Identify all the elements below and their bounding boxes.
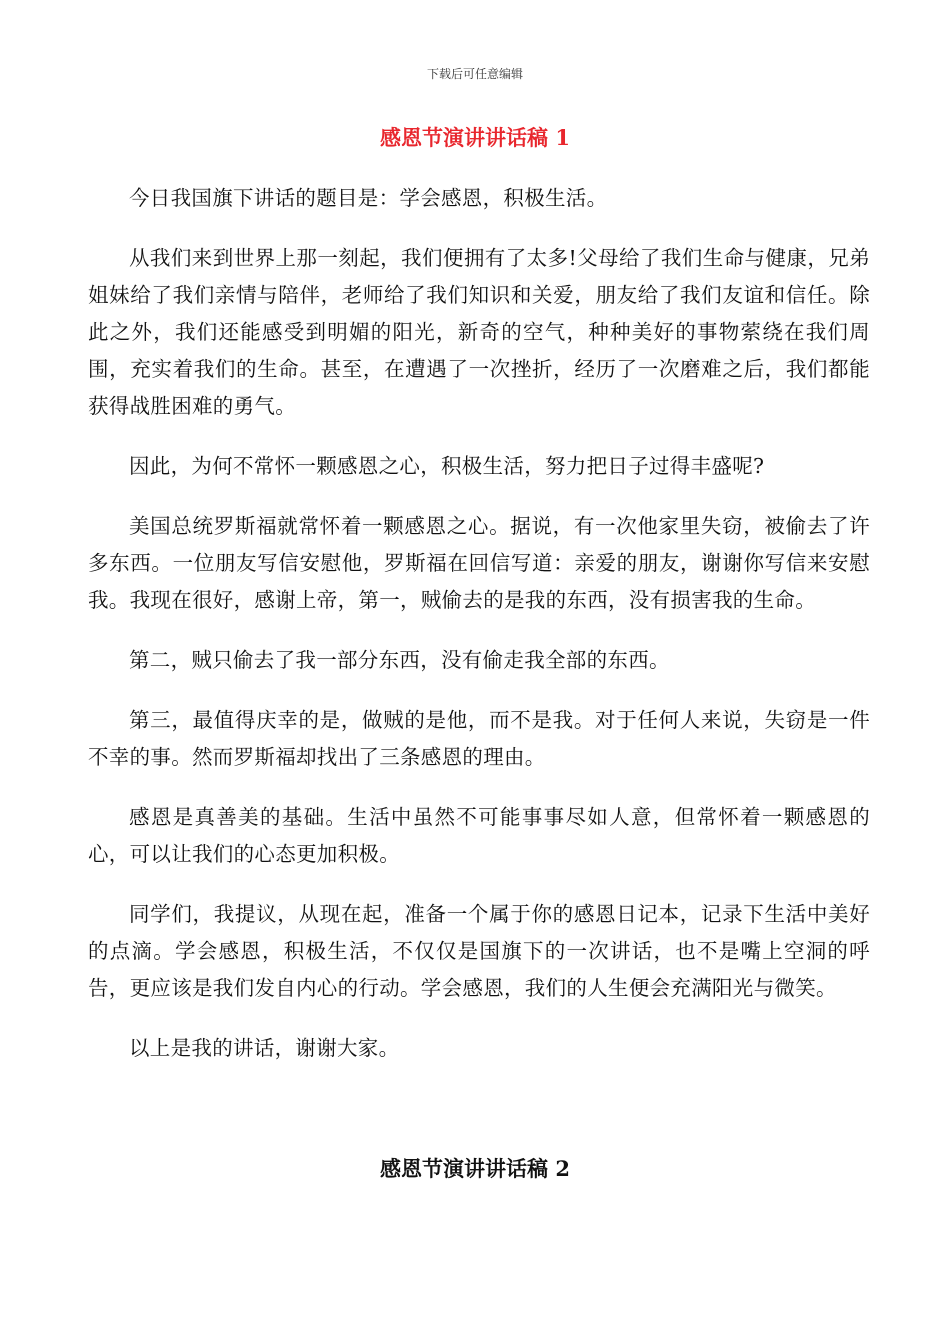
paragraph: 以上是我的讲话，谢谢大家。 xyxy=(129,1036,400,1060)
paragraph: 同学们，我提议，从现在起，准备一个属于你的感恩日记本，记录下生活中美好的点滴。学会感恩，积极生活，不仅仅是国旗下的一次讲话，也不是嘴上空洞的呼告，更应该是我们发自内心的行动。学会感恩，我们的人生便会充满阳光与微笑。 xyxy=(88,902,870,1000)
section-1-title: 感恩节演讲讲话稿 1 xyxy=(380,125,570,150)
section-2-title: 感恩节演讲讲话稿 2 xyxy=(380,1156,570,1181)
paragraph: 感恩是真善美的基础。生活中虽然不可能事事尽如人意，但常怀着一颗感恩的心，可以让我们的心态更加积极。 xyxy=(88,805,870,866)
paragraph: 因此，为何不常怀一颗感恩之心，积极生活，努力把日子过得丰盛呢? xyxy=(129,454,765,478)
paragraph: 第二，贼只偷去了我一部分东西，没有偷走我全部的东西。 xyxy=(129,648,670,672)
paragraph: 第三，最值得庆幸的是，做贼的是他，而不是我。对于任何人来说，失窃是一件不幸的事。然而罗斯福却找出了三条感恩的理由。 xyxy=(88,708,870,769)
section-1-body xyxy=(88,180,870,1090)
paragraph: 今日我国旗下讲话的题目是：学会感恩，积极生活。 xyxy=(129,186,608,210)
paragraph: 从我们来到世界上那一刻起，我们便拥有了太多!父母给了我们生命与健康，兄弟姐妹给了我们亲情与陪伴，老师给了我们知识和关爱，朋友给了我们友谊和信任。除此之外，我们还能感受到明媚的阳光，新奇的空气，种种美好的事物萦绕在我们周围，充实着我们的生命。甚至，在遭遇了一次挫折，经历了一次磨难之后，我们都能获得战胜困难的勇气。 xyxy=(88,246,870,418)
paragraph: 美国总统罗斯福就常怀着一颗感恩之心。据说，有一次他家里失窃，被偷去了许多东西。一位朋友写信安慰他，罗斯福在回信写道：亲爱的朋友，谢谢你写信来安慰我。我现在很好，感谢上帝，第一，贼偷去的是我的东西，没有损害我的生命。 xyxy=(88,514,870,612)
header-note: 下载后可任意编辑 xyxy=(426,67,523,81)
